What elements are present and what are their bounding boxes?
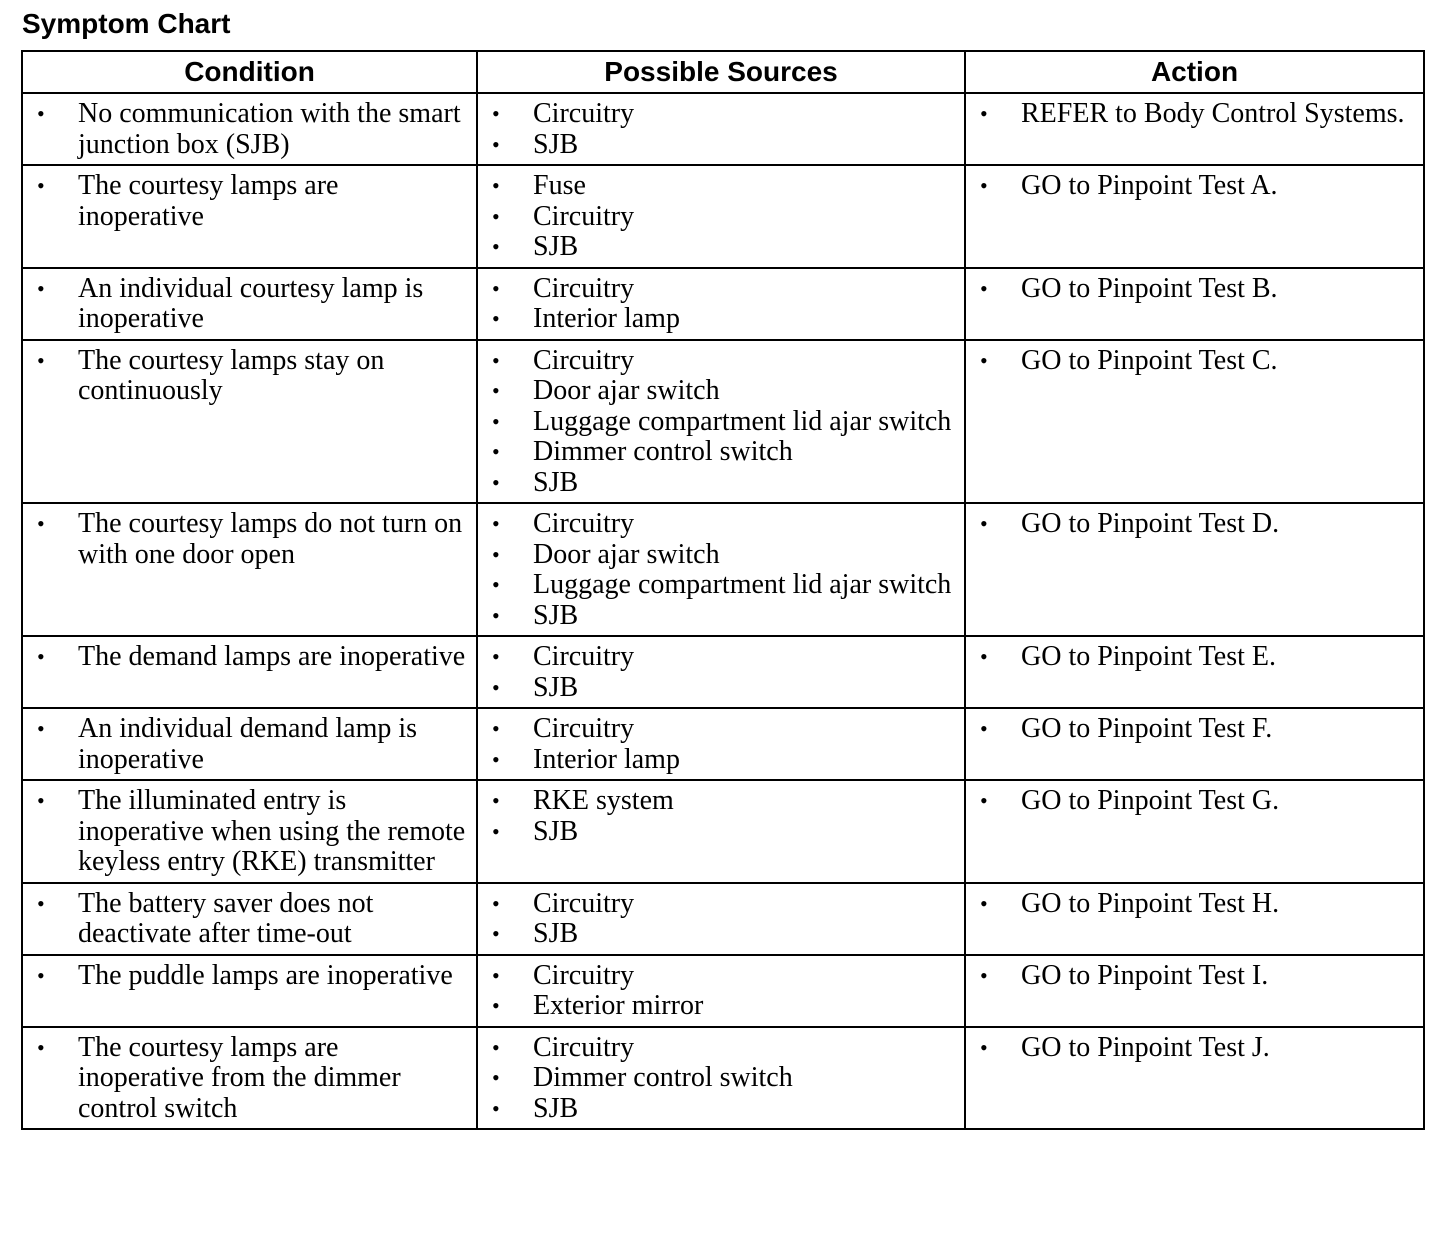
possible-sources-cell — [477, 268, 965, 340]
possible-sources-list — [486, 1033, 956, 1125]
action-text: • GO to Pinpoint Test F. — [974, 714, 1415, 745]
condition-text: • The illuminated entry is inoperative when using the remote keyless entry (RKE) transmitter — [31, 786, 468, 878]
page-title: Symptom Chart — [22, 8, 231, 39]
source-item: • Door ajar switch — [486, 540, 956, 571]
source-item: • Circuitry — [486, 274, 956, 305]
source-item: • SJB — [486, 919, 956, 950]
condition-cell — [22, 780, 477, 883]
action-list — [974, 961, 1415, 992]
action-list — [974, 786, 1415, 817]
condition-text: • The battery saver does not deactivate after time-out — [31, 889, 468, 950]
condition-list — [31, 509, 468, 570]
condition-cell — [22, 503, 477, 636]
action-list — [974, 1033, 1415, 1064]
table-row — [22, 883, 1424, 955]
table-row — [22, 268, 1424, 340]
source-item: • SJB — [486, 468, 956, 499]
condition-list — [31, 961, 468, 992]
action-text: • GO to Pinpoint Test I. — [974, 961, 1415, 992]
action-text: • GO to Pinpoint Test C. — [974, 346, 1415, 377]
condition-text: • The courtesy lamps stay on continuously — [31, 346, 468, 407]
source-item: • Circuitry — [486, 642, 956, 673]
table-row — [22, 165, 1424, 268]
possible-sources-cell — [477, 1027, 965, 1130]
table-row — [22, 503, 1424, 636]
action-text: • GO to Pinpoint Test E. — [974, 642, 1415, 673]
action-cell — [965, 268, 1424, 340]
possible-sources-cell — [477, 503, 965, 636]
action-cell — [965, 93, 1424, 165]
condition-cell — [22, 636, 477, 708]
table-row — [22, 340, 1424, 504]
action-cell — [965, 636, 1424, 708]
source-item: • Exterior mirror — [486, 991, 956, 1022]
source-item: • SJB — [486, 1094, 956, 1125]
condition-text: • The courtesy lamps are inoperative from the dimmer control switch — [31, 1033, 468, 1125]
condition-text: • An individual demand lamp is inoperative — [31, 714, 468, 775]
table-header-row — [22, 51, 1424, 93]
source-item: • Door ajar switch — [486, 376, 956, 407]
possible-sources-cell — [477, 340, 965, 504]
possible-sources-list — [486, 642, 956, 703]
condition-list — [31, 1033, 468, 1125]
source-item: • Luggage compartment lid ajar switch — [486, 570, 956, 601]
possible-sources-cell — [477, 955, 965, 1027]
condition-text: • The courtesy lamps do not turn on with one door open — [31, 509, 468, 570]
possible-sources-list — [486, 786, 956, 847]
condition-text: • No communication with the smart junction box (SJB) — [31, 99, 468, 160]
table-body — [22, 93, 1424, 1129]
possible-sources-cell — [477, 883, 965, 955]
condition-text: • The courtesy lamps are inoperative — [31, 171, 468, 232]
condition-list — [31, 714, 468, 775]
source-item: • Circuitry — [486, 961, 956, 992]
action-list — [974, 171, 1415, 202]
possible-sources-cell — [477, 708, 965, 780]
condition-cell — [22, 708, 477, 780]
table-row — [22, 1027, 1424, 1130]
condition-list — [31, 171, 468, 232]
source-item: • Circuitry — [486, 714, 956, 745]
possible-sources-list — [486, 346, 956, 499]
possible-sources-cell — [477, 780, 965, 883]
source-item: • Dimmer control switch — [486, 437, 956, 468]
column-header-condition: Condition — [22, 51, 477, 93]
action-list — [974, 274, 1415, 305]
source-item: • SJB — [486, 601, 956, 632]
possible-sources-list — [486, 171, 956, 263]
source-item: • SJB — [486, 130, 956, 161]
action-cell — [965, 780, 1424, 883]
action-cell — [965, 1027, 1424, 1130]
condition-list — [31, 889, 468, 950]
action-text: • REFER to Body Control Systems. — [974, 99, 1415, 130]
condition-cell — [22, 340, 477, 504]
action-list — [974, 889, 1415, 920]
action-text: • GO to Pinpoint Test J. — [974, 1033, 1415, 1064]
possible-sources-cell — [477, 165, 965, 268]
source-item: • Dimmer control switch — [486, 1063, 956, 1094]
possible-sources-list — [486, 509, 956, 631]
action-list — [974, 509, 1415, 540]
action-cell — [965, 955, 1424, 1027]
action-list — [974, 346, 1415, 377]
action-cell — [965, 503, 1424, 636]
action-cell — [965, 708, 1424, 780]
source-item: • Circuitry — [486, 1033, 956, 1064]
action-cell — [965, 165, 1424, 268]
possible-sources-list — [486, 889, 956, 950]
condition-cell — [22, 165, 477, 268]
possible-sources-cell — [477, 636, 965, 708]
source-item: • Circuitry — [486, 889, 956, 920]
source-item: • Interior lamp — [486, 304, 956, 335]
condition-list — [31, 99, 468, 160]
action-list — [974, 642, 1415, 673]
possible-sources-list — [486, 99, 956, 160]
condition-cell — [22, 268, 477, 340]
condition-list — [31, 274, 468, 335]
symptom-table — [21, 50, 1425, 1130]
condition-text: • The puddle lamps are inoperative — [31, 961, 468, 992]
condition-list — [31, 642, 468, 673]
table-row — [22, 636, 1424, 708]
possible-sources-list — [486, 961, 956, 1022]
condition-cell — [22, 1027, 477, 1130]
source-item: • Circuitry — [486, 99, 956, 130]
table-row — [22, 780, 1424, 883]
table-row — [22, 93, 1424, 165]
possible-sources-list — [486, 274, 956, 335]
action-text: • GO to Pinpoint Test H. — [974, 889, 1415, 920]
table-row — [22, 955, 1424, 1027]
action-text: • GO to Pinpoint Test B. — [974, 274, 1415, 305]
action-list — [974, 99, 1415, 130]
condition-text: • The demand lamps are inoperative — [31, 642, 468, 673]
action-text: • GO to Pinpoint Test D. — [974, 509, 1415, 540]
source-item: • Circuitry — [486, 346, 956, 377]
possible-sources-cell — [477, 93, 965, 165]
action-text: • GO to Pinpoint Test A. — [974, 171, 1415, 202]
source-item: • RKE system — [486, 786, 956, 817]
action-list — [974, 714, 1415, 745]
source-item: • Interior lamp — [486, 745, 956, 776]
source-item: • SJB — [486, 673, 956, 704]
source-item: • Luggage compartment lid ajar switch — [486, 407, 956, 438]
condition-cell — [22, 883, 477, 955]
condition-list — [31, 346, 468, 407]
condition-text: • An individual courtesy lamp is inoperative — [31, 274, 468, 335]
source-item: • Fuse — [486, 171, 956, 202]
action-cell — [965, 883, 1424, 955]
possible-sources-list — [486, 714, 956, 775]
action-text: • GO to Pinpoint Test G. — [974, 786, 1415, 817]
action-cell — [965, 340, 1424, 504]
table-row — [22, 708, 1424, 780]
condition-cell — [22, 93, 477, 165]
condition-list — [31, 786, 468, 878]
condition-cell — [22, 955, 477, 1027]
column-header-action: Action — [965, 51, 1424, 93]
column-header-possible-sources: Possible Sources — [477, 51, 965, 93]
source-item: • SJB — [486, 817, 956, 848]
source-item: • Circuitry — [486, 509, 956, 540]
source-item: • SJB — [486, 232, 956, 263]
source-item: • Circuitry — [486, 202, 956, 233]
